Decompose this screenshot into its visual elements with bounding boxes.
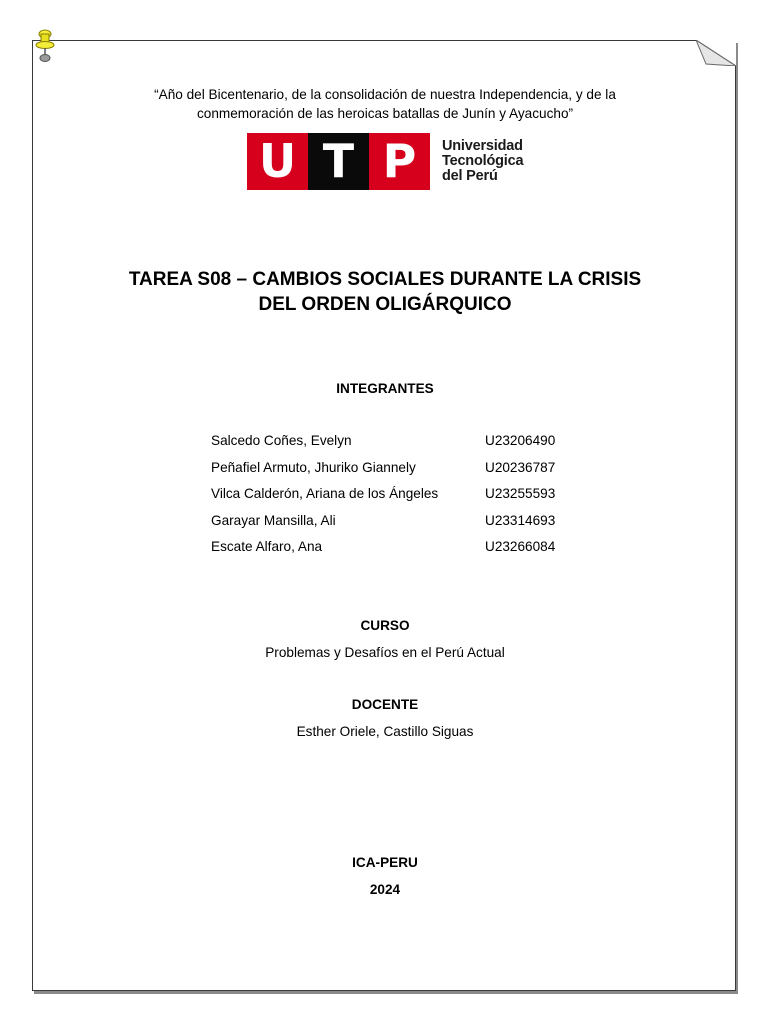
logo-name-line-2: Tecnológica — [442, 153, 524, 169]
member-name: Peñafiel Armuto, Jhuriko Giannely — [211, 459, 416, 475]
title-line-2: DEL ORDEN OLIGÁRQUICO — [258, 294, 512, 315]
member-name: Vilca Calderón, Ariana de los Ángeles — [211, 486, 439, 501]
member-row — [211, 512, 611, 539]
motto-line-1: “Año del Bicentenario, de la consolidación de nuestra Independencia, y de la — [154, 87, 616, 102]
member-row — [211, 538, 611, 565]
members-list — [211, 432, 611, 565]
teacher-value: Esther Oriele, Castillo Siguas — [296, 724, 474, 739]
title-line-1: TAREA S08 – CAMBIOS SOCIALES DURANTE LA CRISIS — [128, 269, 642, 290]
footer-place: ICA-PERU — [352, 855, 418, 870]
motto-text — [33, 85, 737, 123]
member-code: U23314693 — [485, 512, 556, 528]
member-code: U23206490 — [485, 433, 556, 448]
member-row — [211, 485, 611, 512]
logo-university-name — [442, 139, 523, 184]
logo-letter-p: P — [369, 133, 430, 190]
member-code: U23255593 — [485, 486, 556, 501]
member-name: Escate Alfaro, Ana — [211, 539, 323, 554]
member-code: U20236787 — [485, 459, 556, 475]
member-row — [211, 432, 611, 459]
members-heading: INTEGRANTES — [336, 381, 434, 396]
logo-letter-t: T — [308, 133, 369, 190]
teacher-heading: DOCENTE — [351, 697, 419, 712]
course-heading: CURSO — [360, 618, 410, 633]
member-name: Salcedo Coñes, Evelyn — [211, 433, 352, 448]
logo-letter-u: U — [247, 133, 308, 190]
page-fold-icon — [696, 40, 736, 66]
document-page — [32, 40, 736, 991]
push-pin-icon — [34, 28, 56, 64]
utp-logo — [247, 133, 527, 191]
member-row — [211, 459, 611, 486]
member-code: U23266084 — [485, 539, 556, 554]
motto-line-2: conmemoración de las heroicas batallas de Junín y Ayacucho” — [196, 106, 574, 121]
footer-year: 2024 — [369, 882, 401, 897]
course-value: Problemas y Desafíos en el Perú Actual — [265, 645, 505, 660]
document-title — [33, 267, 737, 317]
logo-name-line-3: del Perú — [442, 168, 498, 184]
logo-name-line-1: Universidad — [442, 138, 523, 154]
member-name: Garayar Mansilla, Ali — [211, 512, 336, 528]
